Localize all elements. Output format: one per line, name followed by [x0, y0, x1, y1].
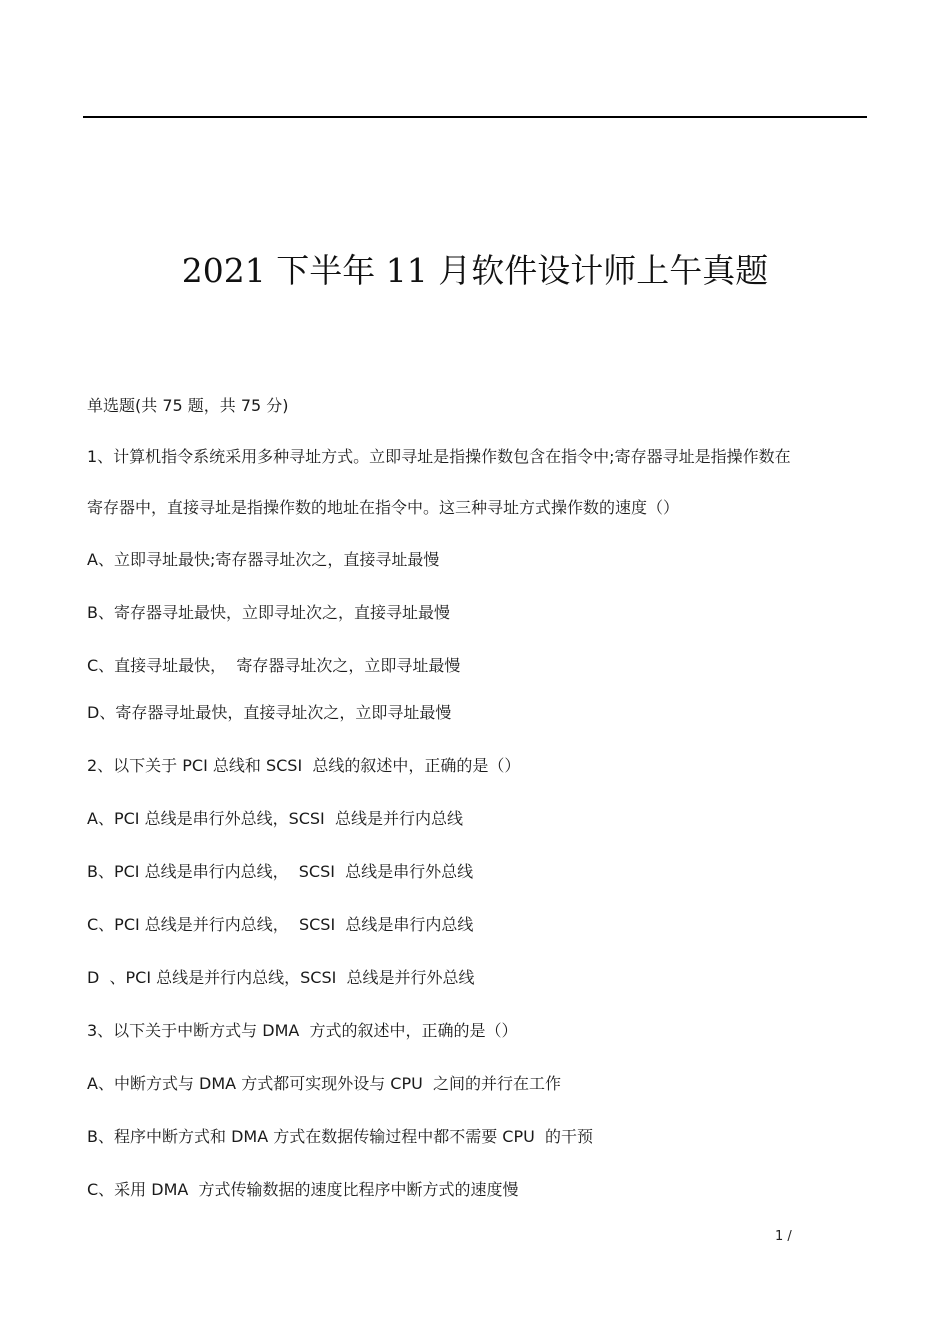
question-2-option-a: A、PCI 总线是串行外总线，SCSI 总线是并行内总线 [87, 809, 463, 828]
question-1-option-c: C、直接寻址最快， 寄存器寻址次之，立即寻址最慢 [87, 656, 461, 675]
question-1-stem-line-1: 1、计算机指令系统采用多种寻址方式。立即寻址是指操作数包含在指令中;寄存器寻址是指操作数在 [87, 447, 791, 466]
section-heading: 单选题(共 75 题，共 75 分) [87, 396, 289, 415]
question-3-option-c: C、采用 DMA 方式传输数据的速度比程序中断方式的速度慢 [87, 1180, 519, 1199]
question-2-option-c: C、PCI 总线是并行内总线， SCSI 总线是串行内总线 [87, 915, 474, 934]
document-title: 2021 下半年 11 月软件设计师上午真题 [181, 251, 769, 290]
question-3-option-b: B、程序中断方式和 DMA 方式在数据传输过程中都不需要 CPU 的干预 [87, 1127, 594, 1146]
page-number: 1 / [775, 1229, 792, 1244]
question-1-option-d: D、寄存器寻址最快，直接寻址次之，立即寻址最慢 [87, 703, 452, 722]
question-3-stem: 3、以下关于中断方式与 DMA 方式的叙述中，正确的是（） [87, 1021, 518, 1040]
question-1-stem-line-2: 寄存器中，直接寻址是指操作数的地址在指令中。这三种寻址方式操作数的速度（） [87, 498, 680, 517]
question-3-option-a: A、中断方式与 DMA 方式都可实现外设与 CPU 之间的并行在工作 [87, 1074, 561, 1093]
question-2-option-b: B、PCI 总线是串行内总线， SCSI 总线是串行外总线 [87, 862, 474, 881]
question-2-stem: 2、以下关于 PCI 总线和 SCSI 总线的叙述中，正确的是（） [87, 756, 521, 775]
header-rule [83, 116, 867, 118]
question-1-option-b: B、寄存器寻址最快，立即寻址次之，直接寻址最慢 [87, 603, 450, 622]
question-1-option-a: A、立即寻址最快;寄存器寻址次之，直接寻址最慢 [87, 550, 440, 569]
question-2-option-d: D 、PCI 总线是并行内总线，SCSI 总线是并行外总线 [87, 968, 475, 987]
